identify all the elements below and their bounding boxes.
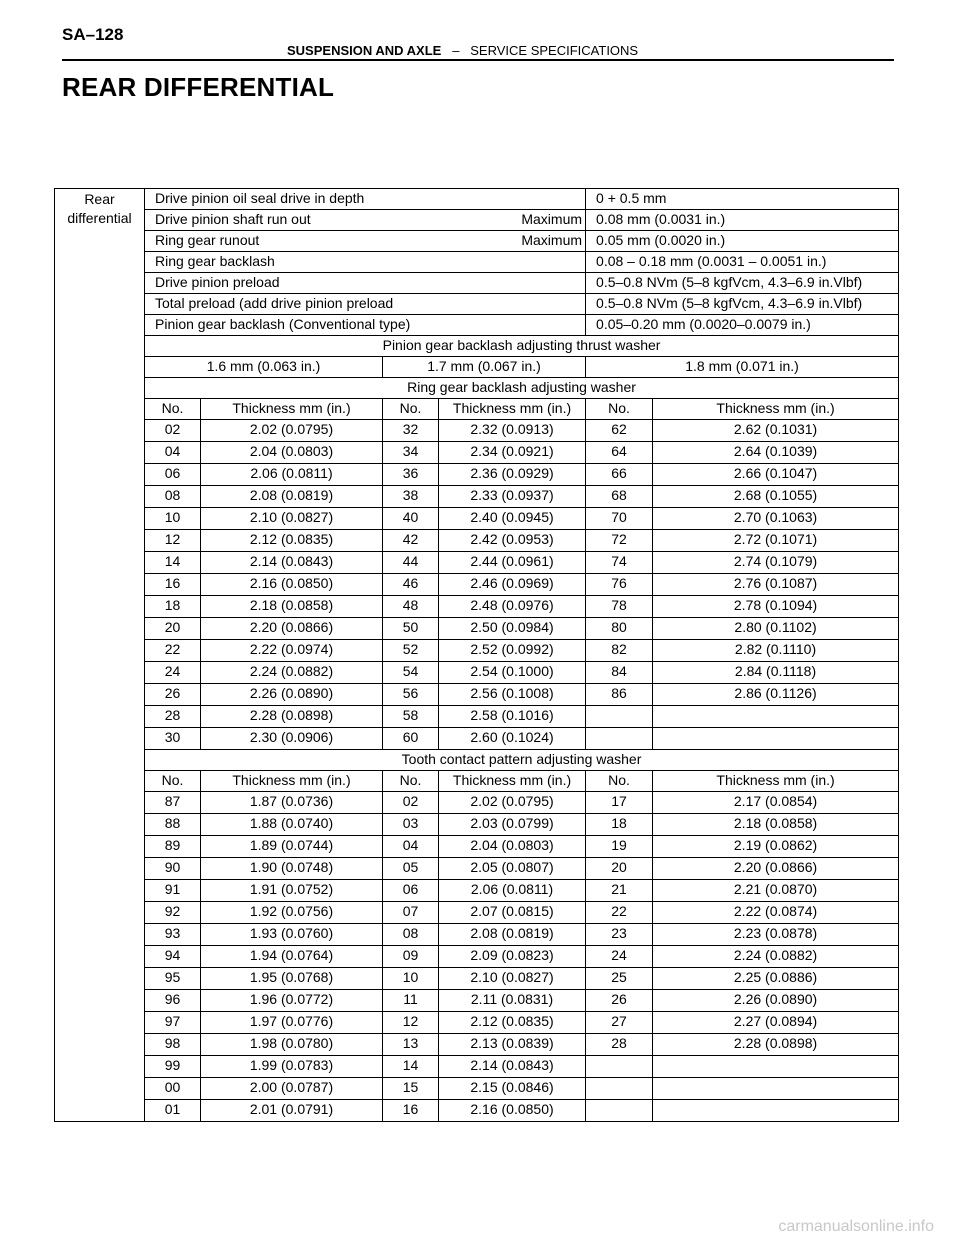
table-row (55, 336, 899, 357)
tooth-contact-washer-number: 27 (586, 1012, 653, 1034)
ring-gear-washer-thickness: 2.24 (0.0882) (201, 662, 383, 684)
ring-gear-washer-number: 66 (586, 464, 653, 486)
tooth-contact-washer-number: 87 (145, 792, 201, 814)
tooth-contact-washer-number: 03 (383, 814, 439, 836)
tooth-contact-washer-thickness (653, 1056, 899, 1078)
ring-gear-washer-number: 26 (145, 684, 201, 706)
table-row (55, 728, 899, 750)
ring-gear-washer-thickness: 2.82 (0.1110) (653, 640, 899, 662)
table-row (55, 662, 899, 684)
ring-gear-washer-thickness (653, 706, 899, 728)
tooth-contact-washer-thickness: 2.23 (0.0878) (653, 924, 899, 946)
spec-item (155, 253, 582, 270)
tooth-contact-washer-number: 05 (383, 858, 439, 880)
ring-gear-washer-thickness: 2.32 (0.0913) (439, 420, 586, 442)
tooth-contact-washer-thickness (653, 1100, 899, 1122)
ring-gear-washer-thickness: 2.68 (0.1055) (653, 486, 899, 508)
spec-item-label: Drive pinion shaft run out (155, 211, 311, 227)
ring-gear-washer-thickness: 2.80 (0.1102) (653, 618, 899, 640)
spec-item-label: Drive pinion oil seal drive in depth (155, 190, 365, 206)
ring-gear-washer-number: 60 (383, 728, 439, 750)
tooth-contact-washer-number: 12 (383, 1012, 439, 1034)
watermark: carmanualsonline.info (778, 1218, 934, 1235)
ring-gear-washer-number: 54 (383, 662, 439, 684)
ring-gear-washer-number: 20 (145, 618, 201, 640)
tooth-contact-washer-thickness: 2.01 (0.0791) (201, 1100, 383, 1122)
ring-gear-washer-number: 28 (145, 706, 201, 728)
table-row (55, 378, 899, 399)
tooth-contact-washer-thickness: 2.24 (0.0882) (653, 946, 899, 968)
table-row (55, 1078, 899, 1100)
spec-value: 0.05 mm (0.0020 in.) (586, 231, 899, 252)
ring-gear-washer-thickness: 2.50 (0.0984) (439, 618, 586, 640)
ring-gear-washer-number: 78 (586, 596, 653, 618)
tooth-contact-washer-number: 98 (145, 1034, 201, 1056)
tooth-contact-washer-thickness: 2.28 (0.0898) (653, 1034, 899, 1056)
tooth-contact-washer-number: 01 (145, 1100, 201, 1122)
thrust-washer-size: 1.6 mm (0.063 in.) (145, 357, 383, 378)
tooth-contact-washer-number: 20 (586, 858, 653, 880)
tooth-contact-washer-thickness: 1.92 (0.0756) (201, 902, 383, 924)
table-row (55, 231, 899, 252)
ring-gear-washer-thickness: 2.34 (0.0921) (439, 442, 586, 464)
tooth-contact-washer-number: 93 (145, 924, 201, 946)
table-row (55, 836, 899, 858)
ring-gear-washer-thickness (653, 728, 899, 750)
table-row (55, 684, 899, 706)
tooth-contact-washer-thickness: 2.03 (0.0799) (439, 814, 586, 836)
tooth-contact-washer-title: Tooth contact pattern adjusting washer (145, 750, 899, 771)
ring-gear-washer-number: 12 (145, 530, 201, 552)
tooth-contact-washer-thickness: 2.13 (0.0839) (439, 1034, 586, 1056)
ring-gear-washer-header: Thickness mm (in.) (201, 399, 383, 420)
ring-gear-washer-thickness: 2.40 (0.0945) (439, 508, 586, 530)
spec-item-cell (145, 252, 586, 273)
table-row (55, 706, 899, 728)
ring-gear-washer-thickness: 2.12 (0.0835) (201, 530, 383, 552)
tooth-contact-washer-thickness (653, 1078, 899, 1100)
tooth-contact-washer-thickness: 2.00 (0.0787) (201, 1078, 383, 1100)
tooth-contact-washer-thickness: 1.98 (0.0780) (201, 1034, 383, 1056)
ring-gear-washer-number: 36 (383, 464, 439, 486)
ring-gear-washer-thickness: 2.06 (0.0811) (201, 464, 383, 486)
ring-gear-washer-number: 48 (383, 596, 439, 618)
spec-condition: Maximum (521, 232, 583, 248)
table-row (55, 618, 899, 640)
ring-gear-washer-thickness: 2.78 (0.1094) (653, 596, 899, 618)
ring-gear-washer-thickness: 2.36 (0.0929) (439, 464, 586, 486)
table-row (55, 464, 899, 486)
ring-gear-washer-thickness: 2.56 (0.1008) (439, 684, 586, 706)
ring-gear-washer-thickness: 2.10 (0.0827) (201, 508, 383, 530)
spec-item-label: Pinion gear backlash (Conventional type) (155, 316, 411, 332)
ring-gear-washer-thickness: 2.44 (0.0961) (439, 552, 586, 574)
table-row (55, 530, 899, 552)
tooth-contact-washer-thickness: 1.90 (0.0748) (201, 858, 383, 880)
ring-gear-washer-thickness: 2.18 (0.0858) (201, 596, 383, 618)
ring-gear-washer-thickness: 2.33 (0.0937) (439, 486, 586, 508)
tooth-contact-washer-number (586, 1100, 653, 1122)
ring-gear-washer-thickness: 2.64 (0.1039) (653, 442, 899, 464)
tooth-contact-washer-header: Thickness mm (in.) (439, 771, 586, 792)
table-row (55, 946, 899, 968)
tooth-contact-washer-number: 99 (145, 1056, 201, 1078)
ring-gear-washer-number: 02 (145, 420, 201, 442)
tooth-contact-washer-thickness: 1.97 (0.0776) (201, 1012, 383, 1034)
spec-value: 0.08 – 0.18 mm (0.0031 – 0.0051 in.) (586, 252, 899, 273)
ring-gear-washer-number: 24 (145, 662, 201, 684)
page-title: REAR DIFFERENTIAL (62, 72, 335, 102)
table-row (55, 399, 899, 420)
table-row (55, 210, 899, 231)
ring-gear-washer-number: 70 (586, 508, 653, 530)
spec-item-label: Ring gear runout (155, 232, 260, 248)
tooth-contact-washer-number: 25 (586, 968, 653, 990)
tooth-contact-washer-number: 88 (145, 814, 201, 836)
ring-gear-washer-thickness: 2.76 (0.1087) (653, 574, 899, 596)
table-row (55, 990, 899, 1012)
tooth-contact-washer-number (586, 1056, 653, 1078)
tooth-contact-washer-number: 94 (145, 946, 201, 968)
table-row (55, 189, 899, 210)
tooth-contact-washer-thickness: 2.15 (0.0846) (439, 1078, 586, 1100)
tooth-contact-washer-number: 28 (586, 1034, 653, 1056)
tooth-contact-washer-number: 00 (145, 1078, 201, 1100)
header-rule (62, 59, 894, 61)
ring-gear-washer-thickness: 2.60 (0.1024) (439, 728, 586, 750)
running-header (287, 43, 638, 58)
tooth-contact-washer-thickness: 2.27 (0.0894) (653, 1012, 899, 1034)
ring-gear-washer-thickness: 2.30 (0.0906) (201, 728, 383, 750)
table-row (55, 1056, 899, 1078)
ring-gear-washer-number: 42 (383, 530, 439, 552)
table-row (55, 486, 899, 508)
tooth-contact-washer-thickness: 2.10 (0.0827) (439, 968, 586, 990)
tooth-contact-washer-number: 18 (586, 814, 653, 836)
table-row (55, 357, 899, 378)
ring-gear-washer-number: 32 (383, 420, 439, 442)
tooth-contact-washer-thickness: 1.93 (0.0760) (201, 924, 383, 946)
ring-gear-washer-thickness: 2.66 (0.1047) (653, 464, 899, 486)
tooth-contact-washer-number: 26 (586, 990, 653, 1012)
ring-gear-washer-header: Thickness mm (in.) (653, 399, 899, 420)
tooth-contact-washer-number: 92 (145, 902, 201, 924)
table-row (55, 552, 899, 574)
tooth-contact-washer-number: 14 (383, 1056, 439, 1078)
tooth-contact-washer-thickness: 2.02 (0.0795) (439, 792, 586, 814)
tooth-contact-washer-header: No. (145, 771, 201, 792)
ring-gear-washer-number: 62 (586, 420, 653, 442)
spec-item-label: Total preload (add drive pinion preload (155, 295, 394, 311)
tooth-contact-washer-thickness: 1.94 (0.0764) (201, 946, 383, 968)
tooth-contact-washer-thickness: 2.14 (0.0843) (439, 1056, 586, 1078)
ring-gear-washer-thickness: 2.22 (0.0974) (201, 640, 383, 662)
ring-gear-washer-number (586, 706, 653, 728)
tooth-contact-washer-number: 17 (586, 792, 653, 814)
ring-gear-washer-thickness: 2.86 (0.1126) (653, 684, 899, 706)
spec-item-cell (145, 210, 586, 231)
table-row (55, 902, 899, 924)
tooth-contact-washer-header: Thickness mm (in.) (653, 771, 899, 792)
ring-gear-washer-number (586, 728, 653, 750)
ring-gear-washer-thickness: 2.84 (0.1118) (653, 662, 899, 684)
spec-item-cell (145, 294, 586, 315)
table-row (55, 574, 899, 596)
ring-gear-washer-thickness: 2.74 (0.1079) (653, 552, 899, 574)
table-row (55, 294, 899, 315)
ring-gear-washer-number: 40 (383, 508, 439, 530)
spec-item-cell (145, 315, 586, 336)
tooth-contact-washer-thickness: 2.17 (0.0854) (653, 792, 899, 814)
ring-gear-washer-number: 16 (145, 574, 201, 596)
ring-gear-washer-number: 10 (145, 508, 201, 530)
tooth-contact-washer-thickness: 2.18 (0.0858) (653, 814, 899, 836)
table-row (55, 508, 899, 530)
table-row (55, 1034, 899, 1056)
tooth-contact-washer-thickness: 2.11 (0.0831) (439, 990, 586, 1012)
ring-gear-washer-thickness: 2.46 (0.0969) (439, 574, 586, 596)
tooth-contact-washer-thickness: 1.91 (0.0752) (201, 880, 383, 902)
ring-gear-washer-number: 56 (383, 684, 439, 706)
ring-gear-washer-thickness: 2.70 (0.1063) (653, 508, 899, 530)
tooth-contact-washer-number: 06 (383, 880, 439, 902)
ring-gear-washer-number: 58 (383, 706, 439, 728)
tooth-contact-washer-header: Thickness mm (in.) (201, 771, 383, 792)
ring-gear-washer-number: 50 (383, 618, 439, 640)
ring-gear-washer-thickness: 2.20 (0.0866) (201, 618, 383, 640)
spec-item (155, 274, 582, 291)
table-row (55, 880, 899, 902)
tooth-contact-washer-thickness: 2.16 (0.0850) (439, 1100, 586, 1122)
spec-item-label: Ring gear backlash (155, 253, 275, 269)
ring-gear-washer-number: 38 (383, 486, 439, 508)
tooth-contact-washer-number: 89 (145, 836, 201, 858)
tooth-contact-washer-thickness: 1.88 (0.0740) (201, 814, 383, 836)
tooth-contact-washer-number: 08 (383, 924, 439, 946)
ring-gear-washer-thickness: 2.02 (0.0795) (201, 420, 383, 442)
ring-gear-washer-number: 34 (383, 442, 439, 464)
table-row (55, 420, 899, 442)
section-name: SUSPENSION AND AXLE (287, 43, 442, 58)
tooth-contact-washer-thickness: 2.05 (0.0807) (439, 858, 586, 880)
tooth-contact-washer-number: 97 (145, 1012, 201, 1034)
tooth-contact-washer-number: 13 (383, 1034, 439, 1056)
ring-gear-washer-number: 08 (145, 486, 201, 508)
ring-gear-washer-thickness: 2.16 (0.0850) (201, 574, 383, 596)
specifications-table (54, 188, 899, 1122)
table-row (55, 1100, 899, 1122)
thrust-washer-size: 1.7 mm (0.067 in.) (383, 357, 586, 378)
table-row (55, 640, 899, 662)
ring-gear-washer-number: 30 (145, 728, 201, 750)
tooth-contact-washer-number: 95 (145, 968, 201, 990)
spec-item (155, 316, 582, 333)
spec-value: 0.05–0.20 mm (0.0020–0.0079 in.) (586, 315, 899, 336)
thrust-washer-size: 1.8 mm (0.071 in.) (586, 357, 899, 378)
ring-gear-washer-number: 14 (145, 552, 201, 574)
table-row (55, 858, 899, 880)
ring-gear-washer-header: No. (383, 399, 439, 420)
tooth-contact-washer-number: 96 (145, 990, 201, 1012)
spec-item (155, 232, 582, 249)
table-row (55, 252, 899, 273)
tooth-contact-washer-number: 02 (383, 792, 439, 814)
ring-gear-washer-thickness: 2.42 (0.0953) (439, 530, 586, 552)
table-row (55, 596, 899, 618)
subsection-name: SERVICE SPECIFICATIONS (470, 43, 639, 58)
spec-value: 0 + 0.5 mm (586, 189, 899, 210)
table-row (55, 814, 899, 836)
table-row (55, 273, 899, 294)
tooth-contact-washer-number: 91 (145, 880, 201, 902)
tooth-contact-washer-number: 24 (586, 946, 653, 968)
tooth-contact-washer-number: 16 (383, 1100, 439, 1122)
group-label: Rear differential (55, 189, 145, 1122)
ring-gear-washer-thickness: 2.58 (0.1016) (439, 706, 586, 728)
ring-gear-washer-thickness: 2.52 (0.0992) (439, 640, 586, 662)
ring-gear-washer-number: 44 (383, 552, 439, 574)
spec-item-cell (145, 273, 586, 294)
ring-gear-washer-thickness: 2.04 (0.0803) (201, 442, 383, 464)
header-separator: – (452, 43, 460, 58)
tooth-contact-washer-number: 23 (586, 924, 653, 946)
tooth-contact-washer-thickness: 1.96 (0.0772) (201, 990, 383, 1012)
table-row (55, 968, 899, 990)
ring-gear-washer-thickness: 2.62 (0.1031) (653, 420, 899, 442)
ring-gear-washer-title: Ring gear backlash adjusting washer (145, 378, 899, 399)
tooth-contact-washer-header: No. (586, 771, 653, 792)
ring-gear-washer-number: 22 (145, 640, 201, 662)
tooth-contact-washer-number: 19 (586, 836, 653, 858)
tooth-contact-washer-thickness: 2.07 (0.0815) (439, 902, 586, 924)
ring-gear-washer-thickness: 2.14 (0.0843) (201, 552, 383, 574)
ring-gear-washer-number: 76 (586, 574, 653, 596)
tooth-contact-washer-thickness: 2.25 (0.0886) (653, 968, 899, 990)
ring-gear-washer-thickness: 2.72 (0.1071) (653, 530, 899, 552)
ring-gear-washer-number: 52 (383, 640, 439, 662)
ring-gear-washer-number: 04 (145, 442, 201, 464)
tooth-contact-washer-number: 10 (383, 968, 439, 990)
tooth-contact-washer-number: 11 (383, 990, 439, 1012)
tooth-contact-washer-number: 07 (383, 902, 439, 924)
ring-gear-washer-thickness: 2.48 (0.0976) (439, 596, 586, 618)
spec-item-label: Drive pinion preload (155, 274, 280, 290)
tooth-contact-washer-thickness: 2.04 (0.0803) (439, 836, 586, 858)
tooth-contact-washer-thickness: 1.87 (0.0736) (201, 792, 383, 814)
spec-item (155, 190, 582, 207)
tooth-contact-washer-thickness: 2.21 (0.0870) (653, 880, 899, 902)
spec-value: 0.5–0.8 NVm (5–8 kgfVcm, 4.3–6.9 in.Vlbf) (586, 273, 899, 294)
tooth-contact-washer-thickness: 2.06 (0.0811) (439, 880, 586, 902)
spec-value: 0.08 mm (0.0031 in.) (586, 210, 899, 231)
tooth-contact-washer-number: 22 (586, 902, 653, 924)
tooth-contact-washer-thickness: 1.89 (0.0744) (201, 836, 383, 858)
table-row (55, 1012, 899, 1034)
ring-gear-washer-header: Thickness mm (in.) (439, 399, 586, 420)
tooth-contact-washer-thickness: 2.22 (0.0874) (653, 902, 899, 924)
spec-item-cell (145, 189, 586, 210)
ring-gear-washer-number: 72 (586, 530, 653, 552)
tooth-contact-washer-number: 90 (145, 858, 201, 880)
table-row (55, 792, 899, 814)
tooth-contact-washer-thickness: 2.12 (0.0835) (439, 1012, 586, 1034)
tooth-contact-washer-number: 09 (383, 946, 439, 968)
tooth-contact-washer-number: 21 (586, 880, 653, 902)
page-number: SA–128 (62, 25, 124, 44)
ring-gear-washer-number: 68 (586, 486, 653, 508)
tooth-contact-washer-number: 15 (383, 1078, 439, 1100)
spec-value: 0.5–0.8 NVm (5–8 kgfVcm, 4.3–6.9 in.Vlbf) (586, 294, 899, 315)
ring-gear-washer-number: 46 (383, 574, 439, 596)
table-row (55, 750, 899, 771)
table-row (55, 771, 899, 792)
tooth-contact-washer-thickness: 1.99 (0.0783) (201, 1056, 383, 1078)
table-row (55, 442, 899, 464)
ring-gear-washer-thickness: 2.28 (0.0898) (201, 706, 383, 728)
tooth-contact-washer-number: 04 (383, 836, 439, 858)
ring-gear-washer-number: 80 (586, 618, 653, 640)
ring-gear-washer-number: 84 (586, 662, 653, 684)
tooth-contact-washer-thickness: 2.08 (0.0819) (439, 924, 586, 946)
tooth-contact-washer-thickness: 2.20 (0.0866) (653, 858, 899, 880)
table-row (55, 924, 899, 946)
tooth-contact-washer-thickness: 1.95 (0.0768) (201, 968, 383, 990)
ring-gear-washer-thickness: 2.26 (0.0890) (201, 684, 383, 706)
ring-gear-washer-header: No. (145, 399, 201, 420)
ring-gear-washer-number: 82 (586, 640, 653, 662)
spec-condition: Maximum (521, 211, 583, 227)
spec-item (155, 295, 582, 312)
ring-gear-washer-thickness: 2.08 (0.0819) (201, 486, 383, 508)
ring-gear-washer-number: 86 (586, 684, 653, 706)
tooth-contact-washer-thickness: 2.19 (0.0862) (653, 836, 899, 858)
table-row (55, 315, 899, 336)
ring-gear-washer-thickness: 2.54 (0.1000) (439, 662, 586, 684)
ring-gear-washer-number: 06 (145, 464, 201, 486)
spec-item-cell (145, 231, 586, 252)
tooth-contact-washer-thickness: 2.26 (0.0890) (653, 990, 899, 1012)
ring-gear-washer-header: No. (586, 399, 653, 420)
ring-gear-washer-number: 18 (145, 596, 201, 618)
tooth-contact-washer-header: No. (383, 771, 439, 792)
spec-item (155, 211, 582, 228)
tooth-contact-washer-thickness: 2.09 (0.0823) (439, 946, 586, 968)
ring-gear-washer-number: 74 (586, 552, 653, 574)
ring-gear-washer-number: 64 (586, 442, 653, 464)
thrust-washer-title: Pinion gear backlash adjusting thrust washer (145, 336, 899, 357)
tooth-contact-washer-number (586, 1078, 653, 1100)
